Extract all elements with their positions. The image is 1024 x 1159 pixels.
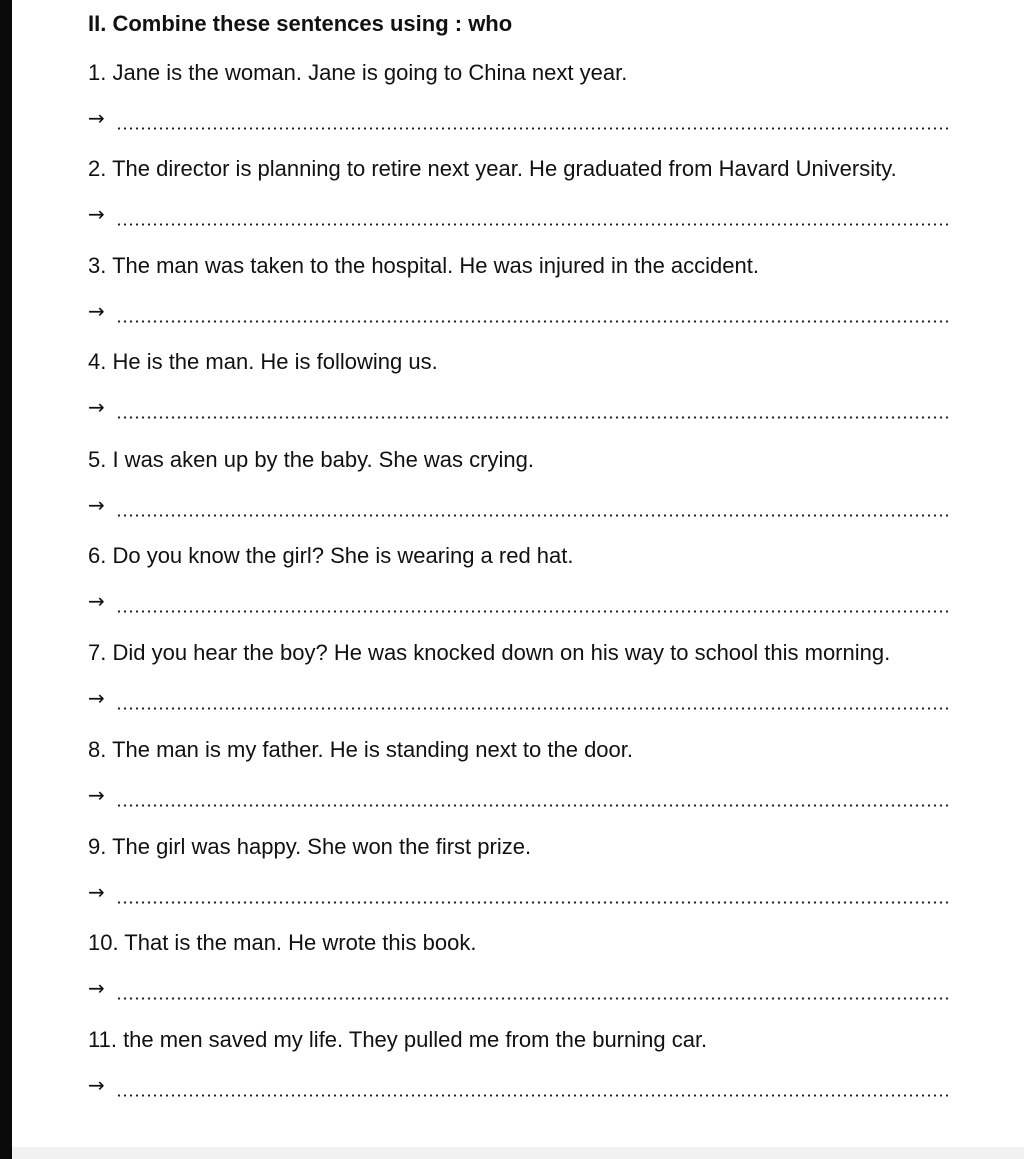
answer-line bbox=[88, 1073, 950, 1099]
dotted-answer-blank[interactable] bbox=[116, 610, 950, 613]
bottom-page-edge bbox=[12, 1147, 1024, 1159]
exercise-item-5 bbox=[88, 445, 1008, 519]
question-text: 1. Jane is the woman. Jane is going to China next year. bbox=[88, 60, 628, 85]
question-text: 5. I was aken up by the baby. She was crying. bbox=[88, 447, 534, 472]
dotted-answer-blank[interactable] bbox=[116, 997, 950, 1000]
left-page-edge bbox=[0, 0, 12, 1159]
exercise-item-10 bbox=[88, 928, 1008, 1002]
arrow-icon: → bbox=[88, 686, 105, 710]
answer-line bbox=[88, 395, 950, 421]
exercise-item-9 bbox=[88, 832, 1008, 906]
exercise-item-2 bbox=[88, 154, 1008, 228]
question-text: 8. The man is my father. He is standing next to the door. bbox=[88, 737, 634, 762]
arrow-icon: → bbox=[88, 299, 105, 323]
dotted-answer-blank[interactable] bbox=[116, 1094, 950, 1097]
arrow-icon: → bbox=[88, 395, 105, 419]
dotted-answer-blank[interactable] bbox=[116, 320, 950, 323]
answer-line bbox=[88, 106, 950, 132]
exercise-item-4 bbox=[88, 347, 1008, 421]
exercise-item-8 bbox=[88, 735, 1008, 809]
exercise-item-6 bbox=[88, 541, 1008, 615]
dotted-answer-blank[interactable] bbox=[116, 223, 950, 226]
exercise-item-11 bbox=[88, 1025, 1008, 1099]
arrow-icon: → bbox=[88, 202, 105, 226]
question-text: 4. He is the man. He is following us. bbox=[88, 349, 438, 374]
arrow-icon: → bbox=[88, 783, 105, 807]
dotted-answer-blank[interactable] bbox=[116, 514, 950, 517]
dotted-answer-blank[interactable] bbox=[116, 804, 950, 807]
answer-line bbox=[88, 783, 950, 809]
dotted-answer-blank[interactable] bbox=[116, 901, 950, 904]
answer-line bbox=[88, 299, 950, 325]
exercise-item-3 bbox=[88, 251, 1008, 325]
dotted-answer-blank[interactable] bbox=[116, 416, 950, 419]
question-text: 2. The director is planning to retire next year. He graduated from Havard University. bbox=[88, 156, 897, 181]
exercise-item-1 bbox=[88, 58, 1008, 132]
arrow-icon: → bbox=[88, 976, 105, 1000]
question-text: 10. That is the man. He wrote this book. bbox=[88, 930, 477, 955]
arrow-icon: → bbox=[88, 589, 105, 613]
exercise-item-7 bbox=[88, 638, 1008, 712]
arrow-icon: → bbox=[88, 493, 105, 517]
answer-line bbox=[88, 589, 950, 615]
arrow-icon: → bbox=[88, 1073, 105, 1097]
question-text: 9. The girl was happy. She won the first prize. bbox=[88, 834, 532, 859]
dotted-answer-blank[interactable] bbox=[116, 127, 950, 130]
answer-line bbox=[88, 976, 950, 1002]
answer-line bbox=[88, 493, 950, 519]
answer-line bbox=[88, 202, 950, 228]
arrow-icon: → bbox=[88, 106, 105, 130]
answer-line bbox=[88, 686, 950, 712]
question-text: 3. The man was taken to the hospital. He was injured in the accident. bbox=[88, 253, 759, 278]
question-text: 6. Do you know the girl? She is wearing a red hat. bbox=[88, 543, 574, 568]
question-text: 7. Did you hear the boy? He was knocked down on his way to school this morning. bbox=[88, 640, 891, 665]
dotted-answer-blank[interactable] bbox=[116, 707, 950, 710]
arrow-icon: → bbox=[88, 880, 105, 904]
worksheet bbox=[88, 9, 1008, 1097]
exercise-heading: II. Combine these sentences using : who bbox=[88, 11, 513, 36]
answer-line bbox=[88, 880, 950, 906]
question-text: 11. the men saved my life. They pulled me from the burning car. bbox=[88, 1027, 708, 1052]
